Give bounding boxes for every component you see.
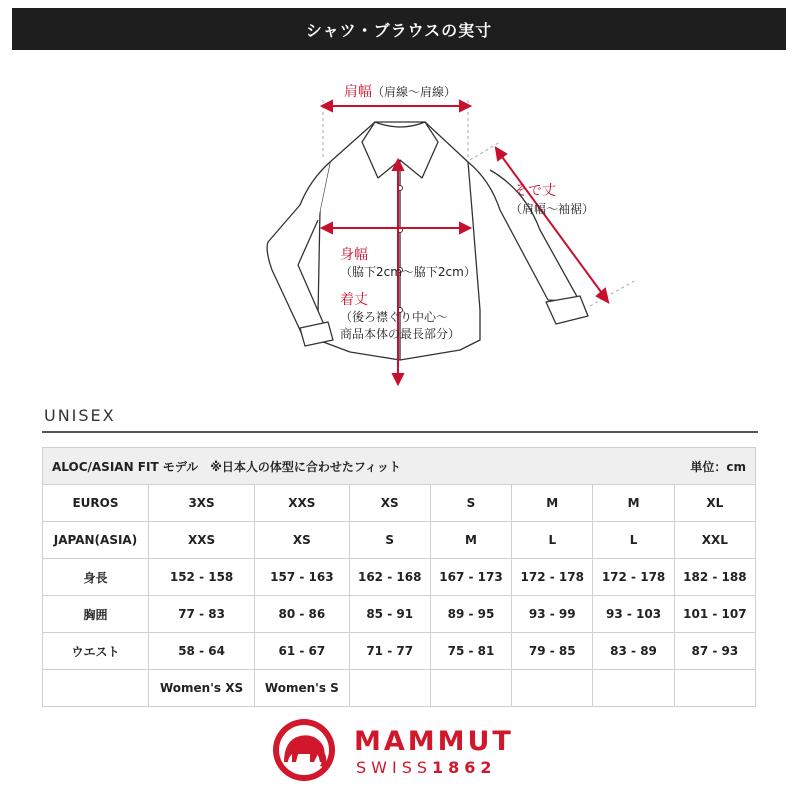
section-divider [42, 431, 758, 433]
table-cell: M [430, 522, 511, 559]
table-cell: 80 - 86 [255, 596, 349, 633]
table-row [43, 596, 756, 633]
size-table [42, 447, 756, 707]
table-cell: XS [255, 522, 349, 559]
table-cell: M [593, 485, 674, 522]
table-cell: 167 - 173 [430, 559, 511, 596]
row-label: ウエスト [43, 633, 149, 670]
table-cell: XXS [149, 522, 255, 559]
table-title-row [43, 448, 756, 485]
mammoth-icon [268, 718, 348, 782]
table-cell: 93 - 99 [512, 596, 593, 633]
table-cell: 77 - 83 [149, 596, 255, 633]
sleeve-title: そで丈 [514, 183, 556, 199]
table-row [43, 670, 756, 707]
unit-label: 単位：cm [690, 459, 746, 474]
table-cell: 89 - 95 [430, 596, 511, 633]
table-cell: XXL [674, 522, 755, 559]
length-title: 着丈 [340, 292, 368, 308]
table-cell: 93 - 103 [593, 596, 674, 633]
table-cell: Women's XS [149, 670, 255, 707]
table-cell: XXS [255, 485, 349, 522]
shirt-diagram [0, 70, 800, 400]
table-cell: 83 - 89 [593, 633, 674, 670]
row-label: 身長 [43, 559, 149, 596]
brand-name: MAMMUT [354, 726, 514, 757]
chest-title: 身幅 [340, 247, 368, 263]
row-label: JAPAN(ASIA) [43, 522, 149, 559]
table-cell: L [593, 522, 674, 559]
table-cell [430, 670, 511, 707]
table-row [43, 559, 756, 596]
brand-logo [268, 718, 538, 782]
length-note-1: （後ろ襟ぐり中心～ [340, 310, 449, 324]
table-cell: 172 - 178 [593, 559, 674, 596]
table-row [43, 485, 756, 522]
table-cell: 79 - 85 [512, 633, 593, 670]
table-cell: XL [674, 485, 755, 522]
table-cell: 182 - 188 [674, 559, 755, 596]
sleeve-note: （肩幅～袖裾） [510, 202, 595, 216]
table-title: ALOC/ASIAN FIT モデル ※日本人の体型に合わせたフィット [52, 459, 401, 474]
section-label: UNISEX [44, 406, 116, 425]
row-label: EUROS [43, 485, 149, 522]
table-cell: 157 - 163 [255, 559, 349, 596]
table-row [43, 522, 756, 559]
row-label: 胸囲 [43, 596, 149, 633]
table-cell: 152 - 158 [149, 559, 255, 596]
table-cell: S [349, 522, 430, 559]
table-row [43, 633, 756, 670]
table-cell: 101 - 107 [674, 596, 755, 633]
table-cell [674, 670, 755, 707]
table-cell: 172 - 178 [512, 559, 593, 596]
tagline-year: 1862 [432, 758, 497, 777]
shirt-illustration [0, 70, 800, 400]
table-cell: 162 - 168 [349, 559, 430, 596]
table-cell: L [512, 522, 593, 559]
table-cell: 85 - 91 [349, 596, 430, 633]
table-cell: 71 - 77 [349, 633, 430, 670]
table-cell: M [512, 485, 593, 522]
page-header [12, 8, 786, 50]
shoulder-note: （肩線～肩線） [372, 85, 457, 99]
table-cell: XS [349, 485, 430, 522]
table-cell [512, 670, 593, 707]
page-title: シャツ・ブラウスの実寸 [305, 20, 493, 40]
brand-tagline [356, 758, 497, 777]
table-cell: S [430, 485, 511, 522]
table-cell [593, 670, 674, 707]
table-cell: 3XS [149, 485, 255, 522]
table-cell: 75 - 81 [430, 633, 511, 670]
tagline-swiss: SWISS [356, 758, 433, 777]
chest-note: （脇下2cm～脇下2cm） [340, 265, 476, 279]
row-label [43, 670, 149, 707]
shoulder-title: 肩幅 [344, 84, 372, 100]
length-note-2: 商品本体の最長部分） [340, 327, 461, 341]
table-cell: 61 - 67 [255, 633, 349, 670]
table-cell: 87 - 93 [674, 633, 755, 670]
table-cell: 58 - 64 [149, 633, 255, 670]
table-cell: Women's S [255, 670, 349, 707]
table-cell [349, 670, 430, 707]
